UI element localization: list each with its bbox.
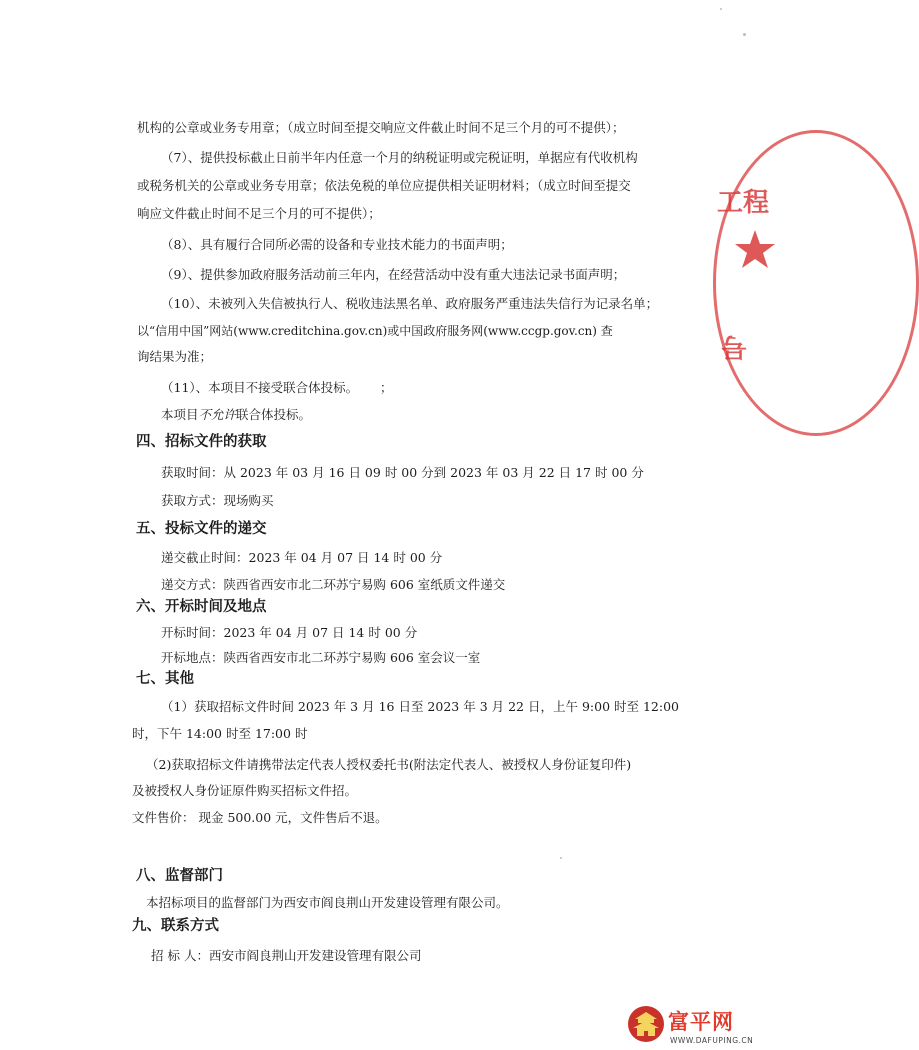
text-line: 递交方式：陕西省西安市北二环苏宁易购 606 室纸质文件递交 <box>161 577 506 592</box>
text-line: 机构的公章或业务专用章；（成立时间至提交响应文件截止时间不足三个月的可不提供）； <box>137 120 625 135</box>
section-heading: 八、监督部门 <box>136 867 223 884</box>
text-line: 开标时间：2023 年 04 月 07 日 14 时 00 分 <box>161 625 418 640</box>
handwritten-fill: 不允许 <box>198 407 237 422</box>
section-heading: 九、联系方式 <box>132 917 219 934</box>
text-line: 开标地点：陕西省西安市北二环苏宁易购 606 室会议一室 <box>161 650 481 665</box>
text-line: 递交截止时间：2023 年 04 月 07 日 14 时 00 分 <box>161 550 443 565</box>
scan-speck <box>743 33 746 36</box>
text-line: （11）、本项目不接受联合体投标。 <box>161 380 359 395</box>
text-line: 询结果为准； <box>137 349 213 364</box>
site-watermark-logo <box>628 1004 756 1050</box>
text-line: （7）、提供投标截止日前半年内任意一个月的纳税证明或完税证明，单据应有代收机构 <box>161 150 638 165</box>
text-line: 获取方式：现场购买 <box>161 493 274 508</box>
seal-ring <box>713 130 919 436</box>
stray-mark: ； <box>380 380 393 395</box>
text-line: 获取时间：从 2023 年 03 月 16 日 09 时 00 分到 2023 年 03 月 22 日 17 时 00 分 <box>161 465 644 480</box>
text-line: 及被授权人身份证原件购买招标文件招。 <box>132 783 358 798</box>
section-heading: 五、投标文件的递交 <box>136 520 267 537</box>
seal-text-bottom: 号 <box>721 331 748 361</box>
watermark-site-url: WWW.DAFUPING.CN <box>670 1036 754 1045</box>
text-line: 或税务机关的公章或业务专用章；依法免税的单位应提供相关证明材料；（成立时间至提交 <box>137 178 631 193</box>
text-line: 以“信用中国”网站(www.creditchina.gov.cn)或中国政府服务网(www.ccgp.gov.cn) 查 <box>137 324 613 338</box>
text-line <box>161 407 311 423</box>
seal-text-top: 工程 <box>717 188 770 218</box>
text-line: （8）、具有履行合同所必需的设备和专业技术能力的书面声明； <box>161 237 513 252</box>
scan-speck <box>560 857 562 859</box>
text-line: 招 标 人：西安市阎良荆山开发建设管理有限公司 <box>151 948 422 963</box>
text-line: （1）获取招标文件时间 2023 年 3 月 16 日至 2023 年 3 月 22 日，上午 9:00 时至 12:00 <box>161 699 679 714</box>
scan-speck <box>720 8 722 10</box>
text-line: 文件售价： 现金 500.00 元，文件售后不退。 <box>132 810 388 825</box>
section-heading: 六、开标时间及地点 <box>136 598 267 615</box>
text-fragment: 本项目 <box>161 407 199 422</box>
text-line: （9）、提供参加政府服务活动前三年内，在经营活动中没有重大违法记录书面声明； <box>161 267 626 282</box>
text-line: 时，下午 14:00 时至 17:00 时 <box>132 726 308 741</box>
text-line: 本招标项目的监督部门为西安市阎良荆山开发建设管理有限公司。 <box>146 895 509 910</box>
text-line: 响应文件截止时间不足三个月的可不提供）； <box>137 206 381 221</box>
text-line: （2)获取招标文件请携带法定代表人授权委托书(附法定代表人、被授权人身份证复印件) <box>146 757 632 772</box>
section-heading: 七、其他 <box>136 670 194 687</box>
company-seal <box>705 170 770 400</box>
section-heading: 四、招标文件的获取 <box>136 433 267 450</box>
watermark-site-name: 富平网 <box>668 1010 734 1034</box>
seal-star-icon <box>733 228 777 272</box>
pagoda-emblem-icon <box>628 1006 664 1042</box>
text-line: （10）、未被列入失信被执行人、税收违法黑名单、政府服务严重违法失信行为记录名单； <box>161 296 659 311</box>
text-fragment: 联合体投标。 <box>236 407 312 422</box>
